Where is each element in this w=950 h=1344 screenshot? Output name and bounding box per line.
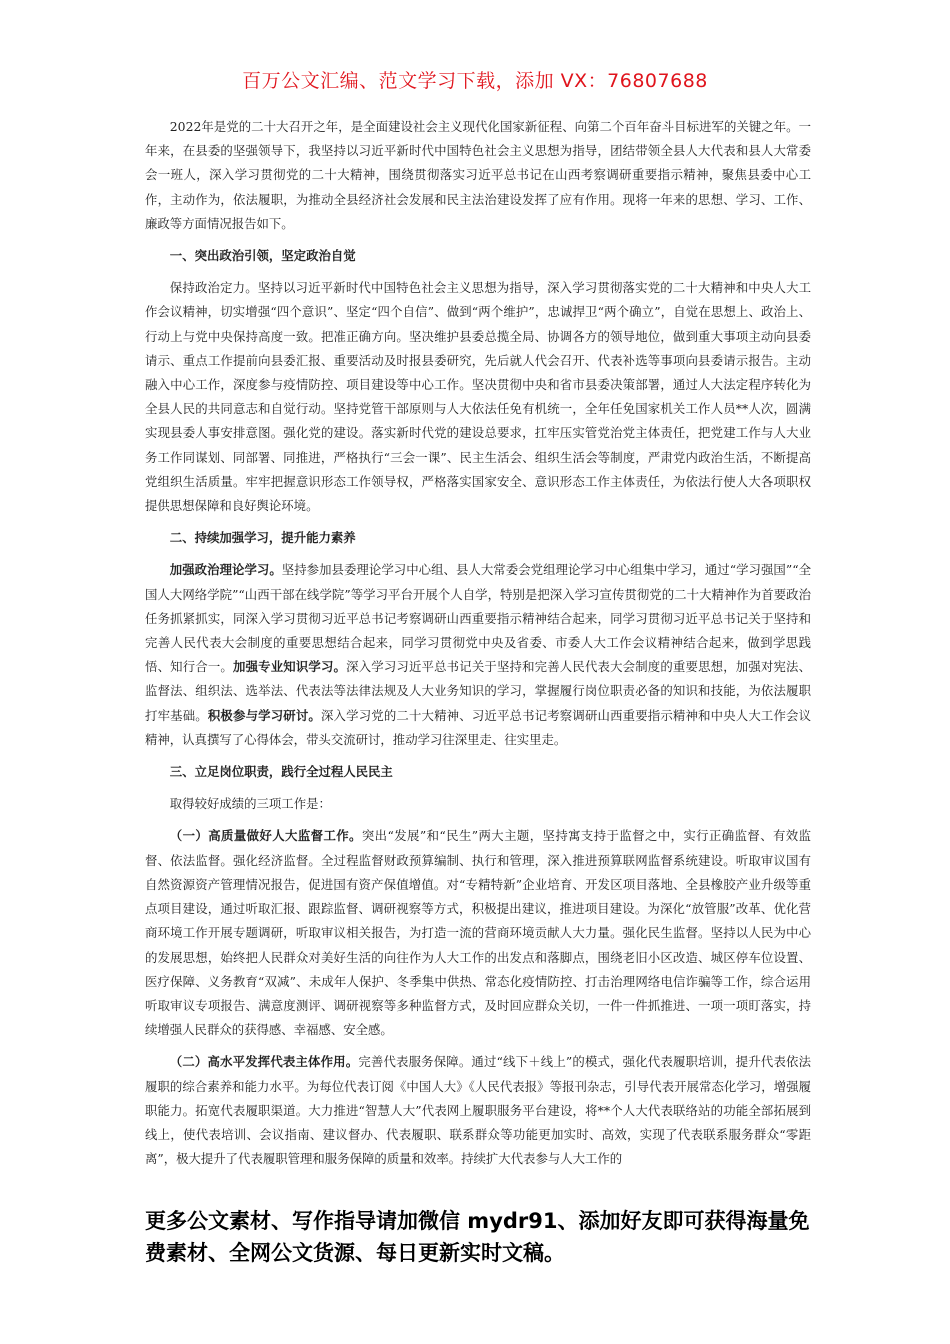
subsection-2-text: 完善代表服务保障。通过“线下＋线上”的模式，强化代表履职培训，提升代表依法履职的综合素养和能力水平。为每位代表订阅《中国人大》《人民代表报》等报刊杂志，引导代表开展常态化学习，增强履职能力。拓宽代表履职渠道。大力推进“智慧人大”代表网上履职服务平台建设，将**个人大代表联络站的功能全部拓展到线上，使代表培训、会议指南、建议督办、代表履职、联系群众等功能更加实时、高效，实现了代表联系服务群众“零距离”，极大提升了代表履职管理和服务保障的质量和效率。持续扩大代表参与人大工作的 (145, 1054, 812, 1167)
section-2-text-2: 深入学习习近平总书记关于坚持和完善人民代表大会制度的重要思想，加强对宪法、监督法、组织法、选举法、代表法等法律法规及人大业务知识的学习，掌握履行岗位职责必备的知识和技能，为依法履职打牢基础。 (145, 659, 812, 723)
subsection-2-paragraph (145, 1050, 811, 1171)
bold-lead-3: 积极参与学习研讨。 (207, 707, 321, 723)
document-body (145, 115, 811, 1171)
section-2-text-3: 深入学习党的二十大精神、习近平总书记考察调研山西重要指示精神和中央人大工作会议精神，认真撰写了心得体会，带头交流研讨，推动学习往深里走、往实里走。 (145, 707, 812, 747)
subsection-1-paragraph (145, 824, 811, 1042)
promo-footer: 更多公文素材、写作指导请加微信 mydr91、添加好友即可获得海量免费素材、全网公文货源、每日更新实时文稿。 (145, 1209, 810, 1265)
bold-lead-2: 加强专业知识学习。 (233, 659, 347, 675)
section-2-text-1: 坚持参加县委理论学习中心组、县人大常委会党组理论学习中心组集中学习，通过“学习强国”“全国人大网络学院”“山西干部在线学院”等学习平台开展个人自学，特别是把深入学习宣传贯彻党的二十大精神作为首要政治任务抓紧抓实，同深入学习贯彻习近平总书记考察调研山西重要指示精神结合起来，同学习贯彻习近平总书记关于坚持和完善人民代表大会制度的重要思想结合起来，同学习贯彻党中央及省委、市委人大工作会议精神结合起来，做到学思践悟、知行合一。 (145, 562, 811, 675)
promo-banner: 百万公文汇编、范文学习下载，添加 VX：76807688 (242, 70, 708, 92)
section-2-paragraph (145, 558, 811, 752)
section-1-paragraph: 保持政治定力。坚持以习近平新时代中国特色社会主义思想为指导，深入学习贯彻落实党的二十大精神和中央人大工作会议精神，切实增强“四个意识”、坚定“四个自信”、做到“两个维护”，忠诚捍卫“两个确立”，自觉在思想上、政治上、行动上与党中央保持高度一致。把准正确方向。坚决维护县委总揽全局、协调各方的领导地位，做到重大事项主动向县委请示、重点工作提前向县委汇报、重要活动及时报县委研究，先后就人代会召开、代表补选等事项向县委请示报告。主动融入中心工作，深度参与疫情防控、项目建设等中心工作。坚决贯彻中央和省市县委决策部署，通过人大法定程序转化为全县人民的共同意志和自觉行动。坚持党管干部原则与人大依法任免有机统一，全年任免国家机关工作人员**人次，圆满实现县委人事安排意图。强化党的建设。落实新时代党的建设总要求，扛牢压实管党治党主体责任，把党建工作与人大业务工作同谋划、同部署、同推进，严格执行“三会一课”、民主生活会、组织生活会等制度，严肃党内政治生活，不断提高党组织生活质量。牢牢把握意识形态工作领导权，严格落实国家安全、意识形态工作主体责任，为依法行使人大各项职权提供思想保障和良好舆论环境。 (145, 280, 811, 514)
section-heading-3: 三、立足岗位职责，践行全过程人民民主 (169, 764, 393, 780)
subsection-1-text: 突出“发展”和“民生”两大主题，坚持寓支持于监督之中，实行正确监督、有效监督、依法监督。强化经济监督。全过程监督财政预算编制、执行和管理，深入推进预算联网监督系统建设。听取审议国有自然资源资产管理情况报告，促进国有资产保值增值。对“专精特新”企业培育、开发区项目落地、全县橡胶产业升级等重点项目建设，通过听取汇报、跟踪监督、调研视察等方式，积极提出建议，推进项目建设。为深化“放管服”改革、优化营商环境工作开展专题调研，听取审议相关报告，为打造一流的营商环境贡献人大力量。强化民生监督。坚持以人民为中心的发展思想，始终把人民群众对美好生活的向往作为人大工作的出发点和落脚点，围绕老旧小区改造、城区停车位设置、医疗保障、义务教育“双减”、未成年人保护、冬季集中供热、常态化疫情防控、打击治理网络电信诈骗等工作，综合运用听取审议专项报告、满意度测评、调研视察等多种监督方式，及时回应群众关切，一件一件抓推进、一项一项盯落实，持续增强人民群众的获得感、幸福感、安全感。 (145, 828, 812, 1038)
subsection-1-title: （一）高质量做好人大监督工作。 (169, 828, 362, 844)
subsection-2-title: （二）高水平发挥代表主体作用。 (169, 1054, 359, 1070)
intro-paragraph: 2022年是党的二十大召开之年，是全面建设社会主义现代化国家新征程、向第二个百年奋斗目标进军的关键之年。一年来，在县委的坚强领导下，我坚持以习近平新时代中国特色社会主义思想为指导，团结带领全县人大代表和县人大常委会一班人，深入学习贯彻党的二十大精神，围绕贯彻落实习近平总书记在山西考察调研重要指示精神，聚焦县委中心工作，主动作为，依法履职，为推动全县经济社会发展和民主法治建设发挥了应有作用。现将一年来的思想、学习、工作、廉政等方面情况报告如下。 (145, 119, 811, 231)
section-heading-2: 二、持续加强学习，提升能力素养 (169, 530, 356, 546)
section-heading-1: 一、突出政治引领，坚定政治自觉 (169, 248, 356, 264)
bold-lead-1: 加强政治理论学习。 (169, 562, 282, 578)
section-3-intro: 取得较好成绩的三项工作是： (169, 796, 331, 812)
